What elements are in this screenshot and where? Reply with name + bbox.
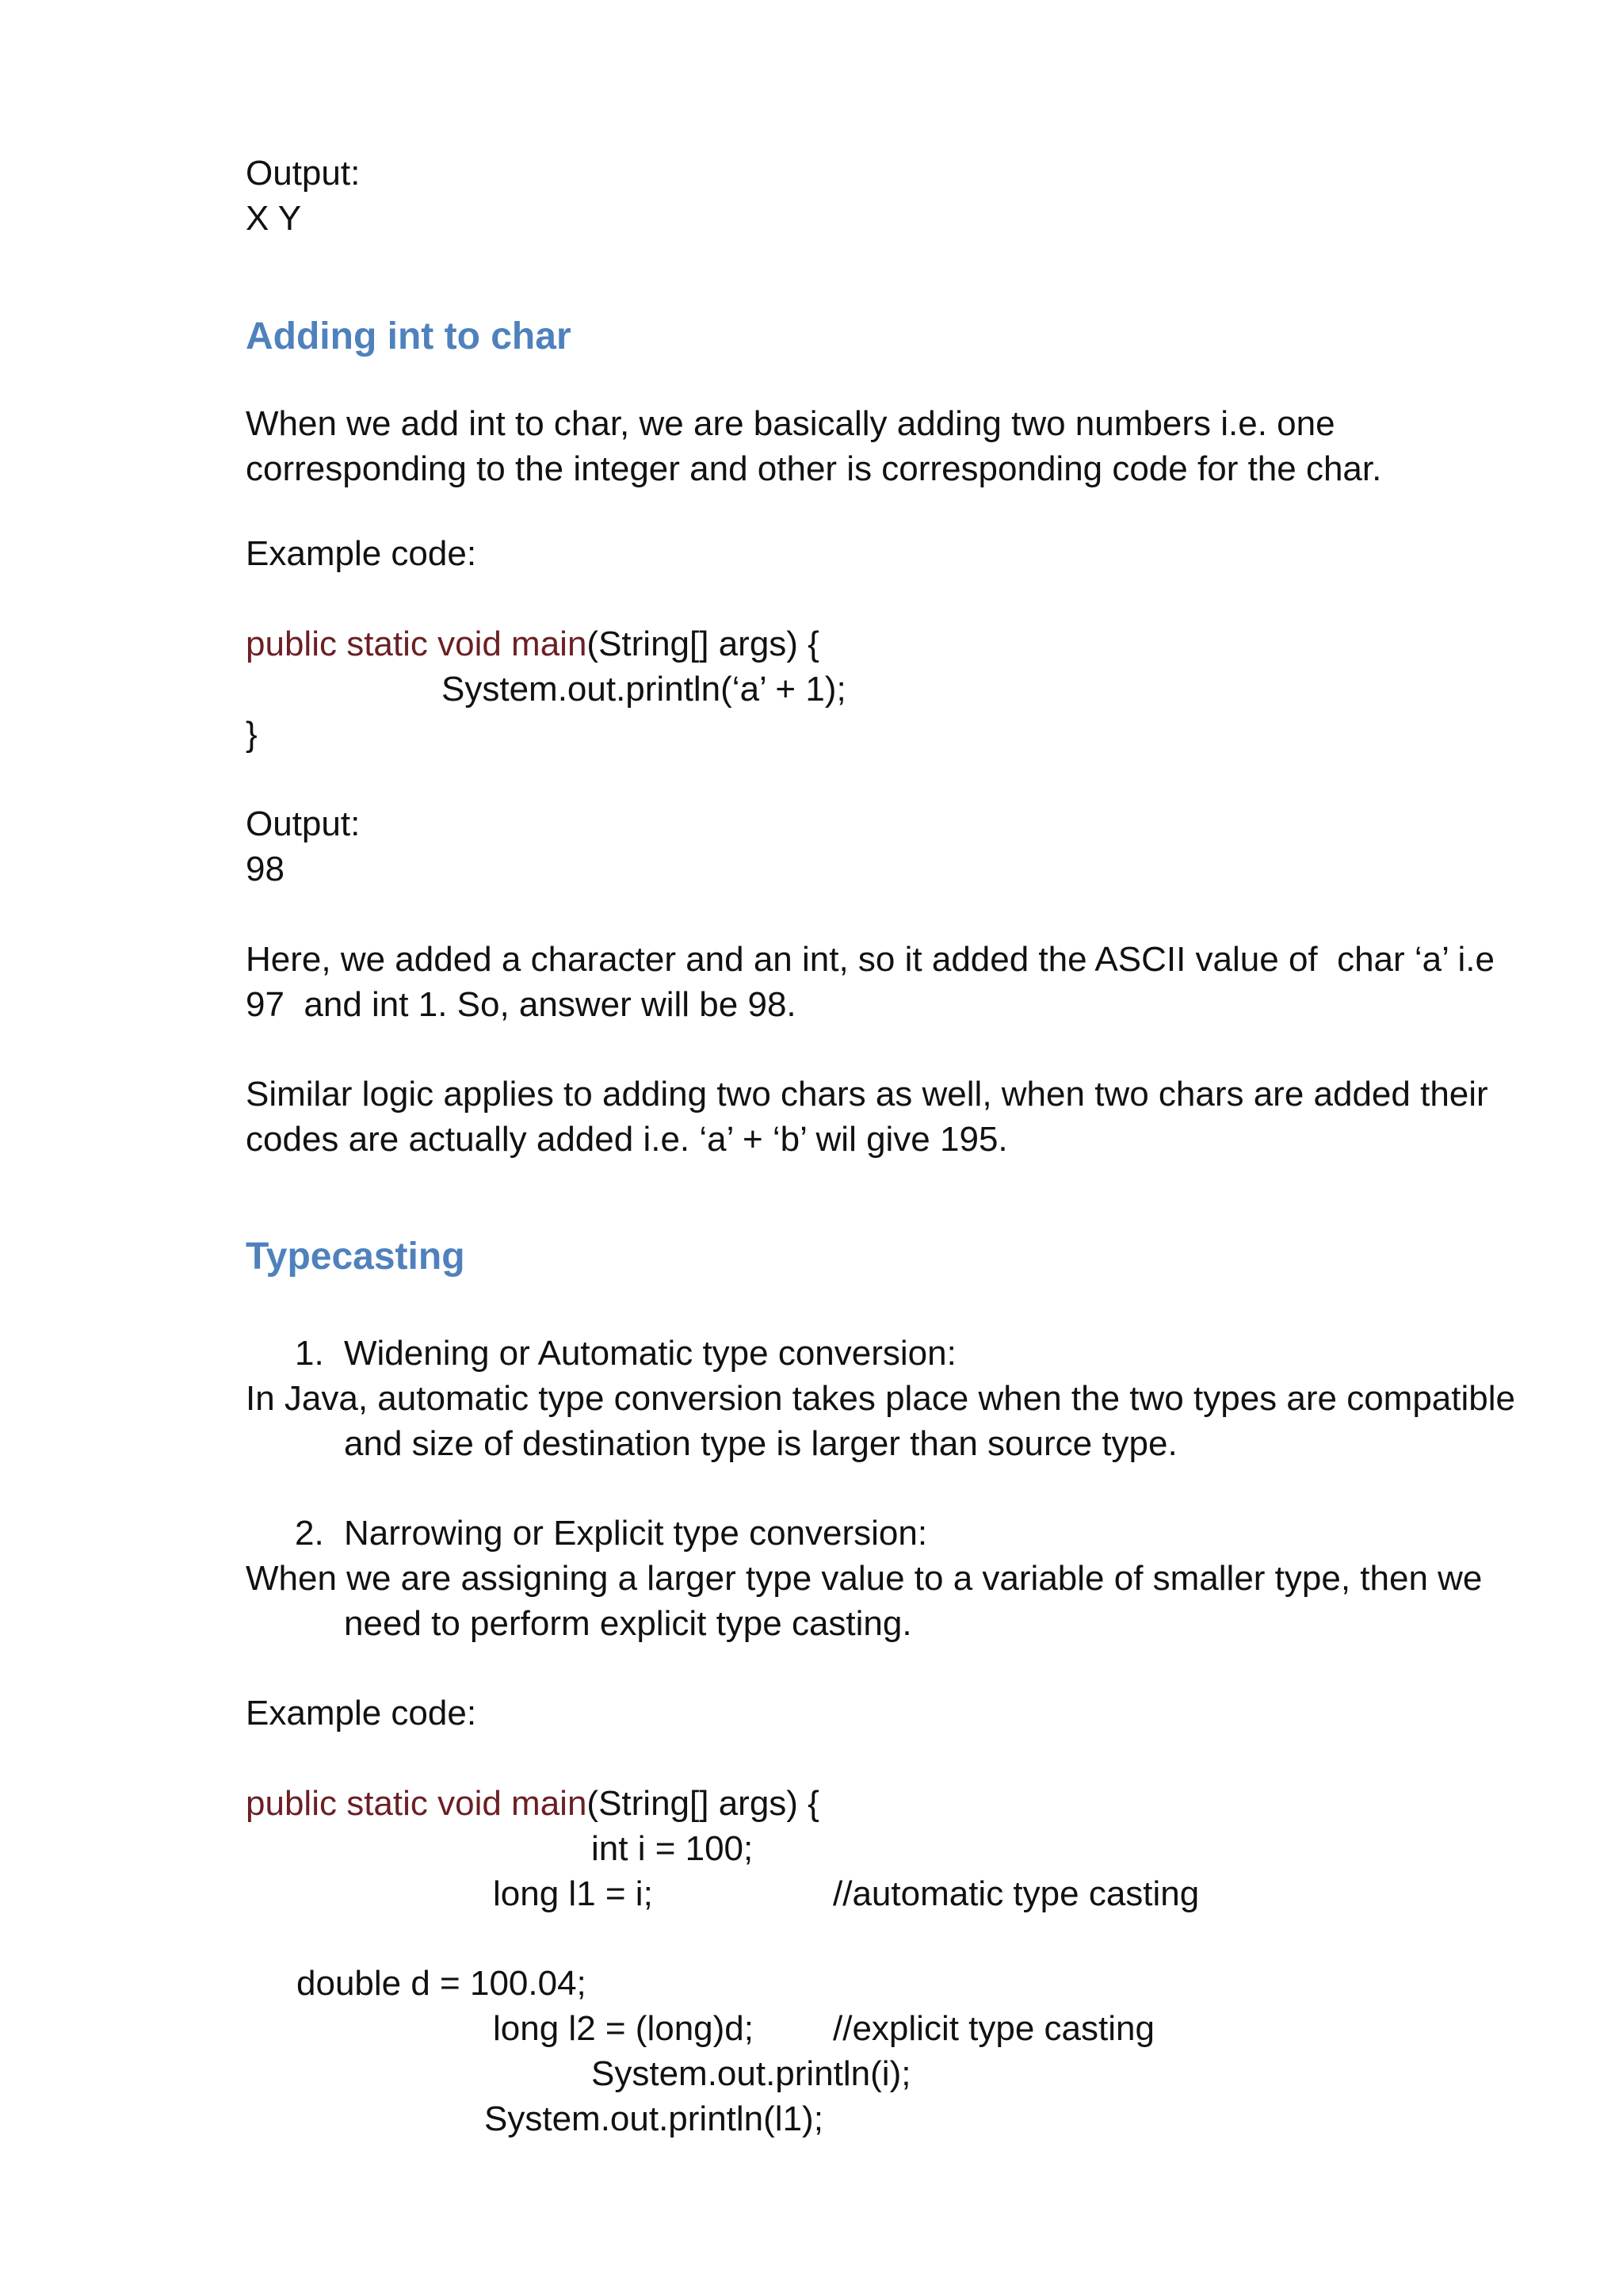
- list-item-number: 2.: [295, 1514, 324, 1553]
- example-code-label: Example code:: [246, 1694, 477, 1733]
- example-code-label: Example code:: [246, 534, 477, 573]
- code-line: long l1 = i;: [493, 1874, 653, 1913]
- code-line: System.out.println(i);: [591, 2054, 911, 2093]
- code-line: System.out.println(l1);: [484, 2099, 823, 2138]
- section-heading-typecasting: Typecasting: [246, 1236, 465, 1278]
- code-line: int i = 100;: [591, 1829, 754, 1868]
- code-line: System.out.println(‘a’ + 1);: [441, 670, 846, 709]
- list-item-title: Widening or Automatic type conversion:: [344, 1334, 957, 1373]
- paragraph-line: When we are assigning a larger type value to a variable of smaller type, then we: [246, 1559, 1483, 1598]
- paragraph-line: In Java, automatic type conversion takes place when the two types are compatible: [246, 1379, 1515, 1418]
- output-label: Output:: [246, 804, 361, 843]
- paragraph-line: Similar logic applies to adding two chars as well, when two chars are added their: [246, 1075, 1488, 1114]
- code-line: double d = 100.04;: [296, 1964, 586, 2003]
- code-signature-rest: (String[] args) {: [586, 625, 819, 663]
- section-heading-adding-int-to-char: Adding int to char: [246, 315, 571, 357]
- code-comment: //automatic type casting: [833, 1874, 1200, 1913]
- code-keywords: public static void main: [246, 1784, 587, 1823]
- code-signature-line: [246, 621, 819, 667]
- output-value: 98: [246, 850, 285, 888]
- output-value: X Y: [246, 199, 302, 238]
- paragraph-line: need to perform explicit type casting.: [344, 1604, 912, 1643]
- code-line: long l2 = (long)d;: [493, 2009, 754, 2048]
- paragraph-line: corresponding to the integer and other is corresponding code for the char.: [246, 449, 1382, 488]
- code-signature-rest: (String[] args) {: [586, 1784, 819, 1823]
- list-item-title: Narrowing or Explicit type conversion:: [344, 1514, 928, 1553]
- code-close-brace: }: [246, 715, 258, 754]
- paragraph-line: Here, we added a character and an int, so it added the ASCII value of char ‘a’ i.e: [246, 940, 1495, 979]
- list-item-number: 1.: [295, 1334, 324, 1373]
- paragraph-line: 97 and int 1. So, answer will be 98.: [246, 985, 796, 1024]
- code-comment: //explicit type casting: [833, 2009, 1155, 2048]
- paragraph-line: and size of destination type is larger than source type.: [344, 1424, 1178, 1463]
- code-signature-line: [246, 1781, 819, 1826]
- paragraph-line: When we add int to char, we are basically adding two numbers i.e. one: [246, 404, 1335, 443]
- output-label: Output:: [246, 154, 361, 193]
- paragraph-line: codes are actually added i.e. ‘a’ + ‘b’ wil give 195.: [246, 1120, 1008, 1159]
- code-keywords: public static void main: [246, 625, 587, 663]
